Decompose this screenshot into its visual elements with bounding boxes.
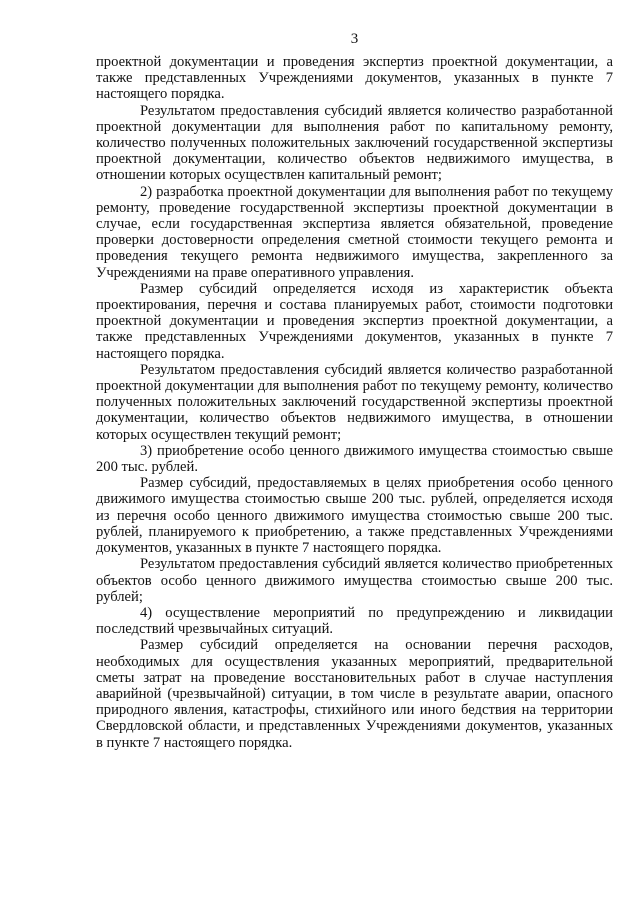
document-page	[96, 30, 613, 751]
paragraph-result-current-repair: Результатом предоставления субсидий является количество разработанной проектной документации для выполнения работ по текущему ремонту, количество полученных положительных заключений государственной экспертизы проектной документации, количество объектов недвижимого имущества, в отношении которых осуществлен текущий ремонт;	[96, 361, 613, 443]
paragraph-item-4: 4) осуществление мероприятий по предупреждению и ликвидации последствий чрезвычайных ситуаций.	[96, 604, 613, 638]
paragraph-result-capital-repair: Результатом предоставления субсидий является количество разработанной проектной документации для выполнения работ по капитальному ремонту, количество полученных положительных заключений государственной экспертизы проектной документации, количество объектов недвижимого имущества, в отношении которых осуществлен капитальный ремонт;	[96, 102, 613, 184]
paragraph-subsidy-size-property: Размер субсидий, предоставляемых в целях приобретения особо ценного движимого имущества стоимостью свыше 200 тыс. рублей, определяется исходя из перечня особо ценного движимого имущества стоимостью свыше 200 тыс. рублей, планируемого к приобретению, а также представленных Учреждениями документов, указанных в пункте 7 настоящего порядка.	[96, 475, 613, 557]
paragraph-subsidy-size-emergency: Размер субсидий определяется на основании перечня расходов, необходимых для осуществления указанных мероприятий, предварительной сметы затрат на проведение восстановительных работ в случае наступления аварийной (чрезвычайной) ситуации, в том числе в результате аварии, опасного природного явления, катастрофы, стихийного или иного бедствия на территории Свердловской области, и представленных Учреждениями документов, указанных в пункте 7 настоящего порядка.	[96, 637, 613, 751]
page-number: 3	[350, 31, 359, 47]
paragraph-item-2: 2) разработка проектной документации для выполнения работ по текущему ремонту, проведение государственной экспертизы проектной документации в случае, если государственная экспертиза является обязательной, проведение проверки достоверности определения сметной стоимости текущего ремонта и проведения текущего ремонта недвижимого имущества, закрепленного за Учреждениями на праве оперативного управления.	[96, 183, 613, 281]
paragraph-continuation: проектной документации и проведения экспертиз проектной документации, а также представленных Учреждениями документов, указанных в пункте 7 настоящего порядка.	[96, 54, 613, 103]
paragraph-item-3: 3) приобретение особо ценного движимого имущества стоимостью свыше 200 тыс. рублей.	[96, 442, 613, 476]
paragraph-result-property: Результатом предоставления субсидий является количество приобретенных объектов особо ценного движимого имущества стоимостью свыше 200 тыс. рублей;	[96, 556, 613, 605]
paragraph-subsidy-size-current-repair: Размер субсидий определяется исходя из характеристик объекта проектирования, перечня и состава планируемых работ, стоимости подготовки проектной документации и проведения экспертиз проектной документации, а также представленных Учреждениями документов, указанных в пункте 7 настоящего порядка.	[96, 280, 613, 362]
